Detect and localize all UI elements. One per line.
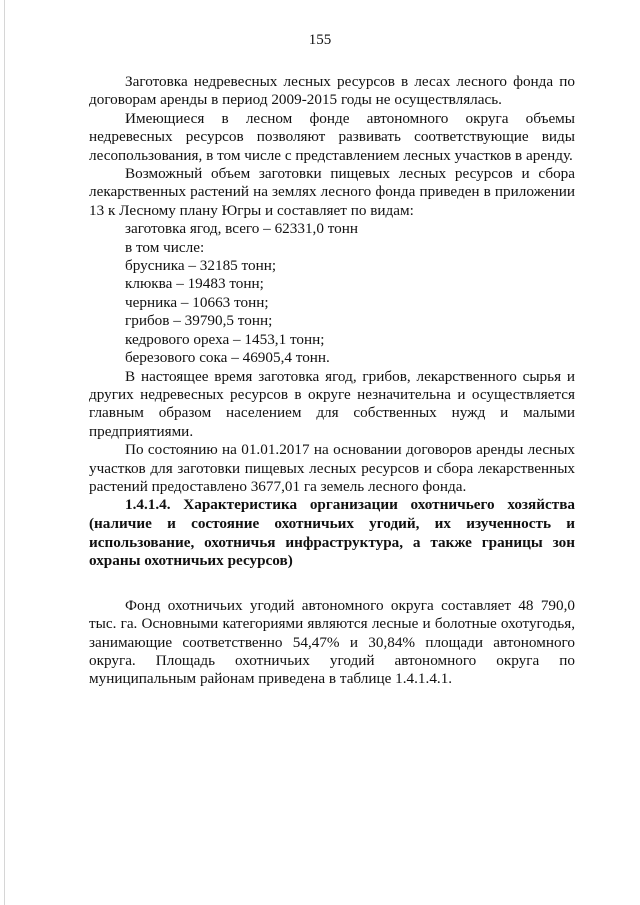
paragraph-hunting-grounds: Фонд охотничьих угодий автономного округа составляет 48 790,0 тыс. га. Основными категориями являются лесные и болотные охотугодья, занимающие соответственно 54,47% и 30,84% площади автономного округа. Площадь охотничьих угодий автономного округа по муниципальным районам приведена в таблице 1.4.1.4.1. bbox=[89, 596, 575, 688]
paragraph-possible-volume: Возможный объем заготовки пищевых лесных ресурсов и сбора лекарственных растений на землях лесного фонда приведен в приложении 13 к Лесному плану Югры и составляет по видам: bbox=[89, 165, 575, 219]
paragraph-harvest-status: Заготовка недревесных лесных ресурсов в лесах лесного фонда по договорам аренды в период 2009-2015 годы не осуществлялась. bbox=[89, 73, 575, 109]
page-body bbox=[89, 73, 575, 689]
list-item: клюква – 19483 тонн; bbox=[125, 275, 264, 293]
list-item: березового сока – 46905,4 тонн. bbox=[125, 349, 330, 367]
list-item: в том числе: bbox=[125, 238, 205, 256]
list-item: кедрового ореха – 1453,1 тонн; bbox=[125, 330, 325, 348]
resource-volume-list bbox=[89, 220, 575, 367]
paragraph-current-harvest: В настоящее время заготовка ягод, грибов, лекарственного сырья и других недревесных ресурсов в округе незначительна и осуществляется главным образом населением для собственных нужд и малыми предприятиями. bbox=[89, 367, 575, 440]
scan-edge bbox=[4, 0, 5, 905]
paragraph-resource-potential: Имеющиеся в лесном фонде автономного округа объемы недревесных ресурсов позволяют развивать соответствующие виды лесопользования, в том числе с представлением лесных участков в аренду. bbox=[89, 109, 575, 164]
list-item: грибов – 39790,5 тонн; bbox=[125, 312, 273, 330]
page-number: 155 bbox=[308, 32, 332, 48]
list-item: черника – 10663 тонн; bbox=[125, 293, 269, 311]
list-item: брусника – 32185 тонн; bbox=[125, 257, 277, 275]
paragraph-lease-area: По состоянию на 01.01.2017 на основании договоров аренды лесных участков для заготовки пищевых лесных ресурсов и сбора лекарственных растений предоставлено 3677,01 га земель лесного фонда. bbox=[89, 441, 575, 495]
section-heading: 1.4.1.4. Характеристика организации охотничьего хозяйства (наличие и состояние охотничьих угодий, их изученность и использование, охотничья инфраструктура, а также границы зон охраны охотничьих ресурсов) bbox=[89, 496, 575, 570]
list-item: заготовка ягод, всего – 62331,0 тонн bbox=[125, 220, 359, 238]
